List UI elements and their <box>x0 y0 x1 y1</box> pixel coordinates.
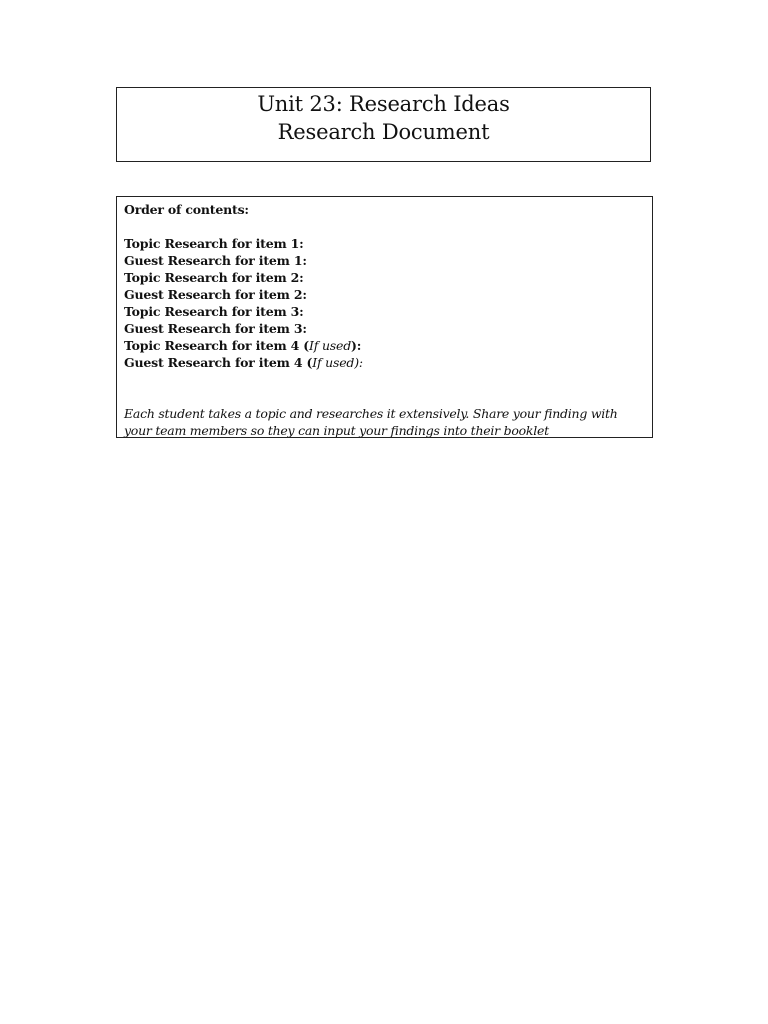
contents-heading: Order of contents: <box>124 202 249 217</box>
contents-item-label: Guest Research for item 3: <box>124 321 307 336</box>
contents-item-guest-4 <box>124 354 645 371</box>
contents-item-topic-3 <box>124 303 645 320</box>
contents-item-topic-1 <box>124 235 645 252</box>
contents-box <box>116 196 653 438</box>
contents-item-suffix: ): <box>351 338 362 353</box>
contents-item-guest-1 <box>124 252 645 269</box>
document-title: Unit 23: Research Ideas <box>257 92 510 116</box>
contents-item-label: Guest Research for item 1: <box>124 253 307 268</box>
title-box <box>116 87 651 162</box>
contents-item-topic-2 <box>124 269 645 286</box>
contents-item-topic-4 <box>124 337 645 354</box>
contents-item-label: Topic Research for item 2: <box>124 270 304 285</box>
document-subtitle: Research Document <box>277 120 490 144</box>
instruction-text: Each student takes a topic and researches it extensively. Share your finding with your team members so they can input your findings into their booklet <box>124 406 618 438</box>
contents-item-label: Topic Research for item 1: <box>124 236 304 251</box>
contents-item-guest-3 <box>124 320 645 337</box>
contents-item-guest-2 <box>124 286 645 303</box>
contents-item-label: Guest Research for item 4 ( <box>124 355 313 370</box>
contents-item-label: Guest Research for item 2: <box>124 287 307 302</box>
contents-item-note: If used <box>309 338 352 353</box>
contents-item-label: Topic Research for item 4 ( <box>124 338 309 353</box>
contents-item-label: Topic Research for item 3: <box>124 304 304 319</box>
contents-item-note: If used): <box>312 355 363 370</box>
